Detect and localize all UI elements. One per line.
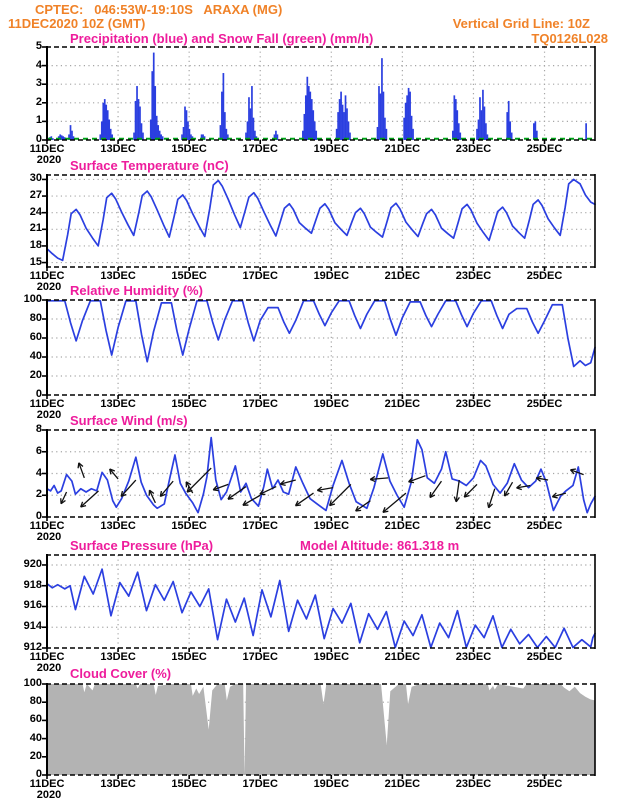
y-tick-label: 918 bbox=[23, 578, 42, 591]
y-tick-label: 40 bbox=[29, 350, 42, 362]
y-tick-label: 2 bbox=[35, 488, 42, 501]
x-year-label: 2020 bbox=[36, 531, 62, 543]
temperature-title: Surface Temperature (nC) bbox=[70, 158, 229, 173]
y-tick-label: 1 bbox=[35, 114, 42, 127]
x-tick-label: 23DEC bbox=[455, 651, 492, 663]
y-tick-label: 4 bbox=[35, 466, 42, 479]
x-tick-label: 23DEC bbox=[455, 270, 492, 282]
x-tick-label: 13DEC bbox=[100, 520, 136, 532]
y-tick-label: 80 bbox=[29, 312, 42, 324]
x-tick-label: 19DEC bbox=[313, 270, 350, 282]
y-tick-label: 0 bbox=[35, 133, 42, 145]
cloud-title: Cloud Cover (%) bbox=[70, 666, 172, 681]
x-tick-label: 13DEC bbox=[100, 778, 136, 790]
x-tick-label: 21DEC bbox=[384, 143, 421, 155]
x-tick-label: 19DEC bbox=[313, 398, 350, 410]
y-tick-label: 916 bbox=[23, 599, 42, 612]
x-tick-label: 21DEC bbox=[384, 778, 421, 790]
x-tick-label: 15DEC bbox=[171, 651, 207, 663]
x-tick-label: 23DEC bbox=[455, 143, 492, 155]
y-tick-label: 60 bbox=[29, 713, 42, 726]
x-tick-label: 13DEC bbox=[100, 270, 136, 282]
y-tick-label: 3 bbox=[35, 77, 42, 90]
y-tick-label: 912 bbox=[23, 641, 42, 653]
y-tick-label: 4 bbox=[35, 58, 42, 71]
y-tick-label: 21 bbox=[29, 222, 42, 235]
y-tick-label: 20 bbox=[29, 369, 42, 381]
x-tick-label: 25DEC bbox=[526, 143, 563, 155]
x-tick-label: 25DEC bbox=[526, 398, 563, 410]
y-tick-label: 30 bbox=[29, 172, 42, 185]
x-tick-label: 13DEC bbox=[100, 143, 136, 155]
x-tick-label: 25DEC bbox=[526, 520, 563, 532]
model-altitude-label: Model Altitude: 861.318 m bbox=[300, 538, 460, 553]
x-tick-label: 13DEC bbox=[100, 651, 136, 663]
x-tick-label: 11DEC bbox=[29, 651, 65, 663]
x-tick-label: 17DEC bbox=[242, 270, 278, 282]
run-datetime: 11DEC2020 10Z (GMT) bbox=[8, 16, 146, 31]
x-tick-label: 11DEC bbox=[29, 270, 65, 282]
x-tick-label: 19DEC bbox=[313, 778, 350, 790]
run-id: TQ0126L028 bbox=[531, 31, 608, 46]
y-tick-label: 24 bbox=[29, 205, 42, 218]
x-tick-label: 17DEC bbox=[242, 398, 278, 410]
x-tick-label: 11DEC bbox=[29, 778, 65, 790]
y-tick-label: 80 bbox=[29, 695, 42, 708]
x-year-label: 2020 bbox=[36, 154, 62, 166]
x-tick-label: 21DEC bbox=[384, 520, 421, 532]
y-tick-label: 0 bbox=[35, 768, 42, 780]
pressure-title: Surface Pressure (hPa) bbox=[70, 538, 214, 553]
x-tick-label: 15DEC bbox=[171, 143, 207, 155]
x-tick-label: 15DEC bbox=[171, 778, 207, 790]
y-tick-label: 2 bbox=[35, 95, 42, 108]
x-year-label: 2020 bbox=[36, 281, 62, 293]
y-tick-label: 60 bbox=[29, 331, 42, 343]
x-tick-label: 19DEC bbox=[313, 520, 350, 532]
x-tick-label: 15DEC bbox=[171, 270, 207, 282]
x-tick-label: 23DEC bbox=[455, 778, 492, 790]
x-tick-label: 23DEC bbox=[455, 520, 492, 532]
x-year-label: 2020 bbox=[36, 662, 62, 674]
wind-title: Surface Wind (m/s) bbox=[70, 413, 188, 428]
x-tick-label: 15DEC bbox=[171, 398, 207, 410]
x-tick-label: 25DEC bbox=[526, 270, 563, 282]
x-tick-label: 17DEC bbox=[242, 143, 278, 155]
y-tick-label: 920 bbox=[23, 557, 42, 570]
y-tick-label: 914 bbox=[23, 620, 42, 633]
x-year-label: 2020 bbox=[36, 789, 62, 800]
x-year-label: 2020 bbox=[36, 409, 62, 421]
x-tick-label: 11DEC bbox=[29, 520, 65, 532]
y-tick-label: 100 bbox=[23, 293, 42, 305]
humidity-title: Relative Humidity (%) bbox=[70, 283, 203, 298]
y-tick-label: 0 bbox=[35, 510, 42, 522]
x-tick-label: 19DEC bbox=[313, 143, 350, 155]
y-tick-label: 40 bbox=[29, 731, 42, 744]
y-tick-label: 8 bbox=[35, 423, 42, 435]
x-tick-label: 21DEC bbox=[384, 651, 421, 663]
y-tick-label: 100 bbox=[23, 677, 42, 689]
x-tick-label: 21DEC bbox=[384, 398, 421, 410]
y-tick-label: 0 bbox=[35, 388, 42, 400]
x-tick-label: 25DEC bbox=[526, 651, 563, 663]
y-tick-label: 6 bbox=[35, 444, 42, 457]
y-tick-label: 20 bbox=[29, 749, 42, 762]
x-tick-label: 17DEC bbox=[242, 778, 278, 790]
y-tick-label: 18 bbox=[29, 238, 42, 251]
x-tick-label: 21DEC bbox=[384, 270, 421, 282]
grid-note: Vertical Grid Line: 10Z bbox=[452, 16, 590, 31]
x-tick-label: 15DEC bbox=[171, 520, 207, 532]
x-tick-label: 11DEC bbox=[29, 143, 65, 155]
x-tick-label: 11DEC bbox=[29, 398, 65, 410]
y-tick-label: 15 bbox=[29, 255, 42, 268]
x-tick-label: 13DEC bbox=[100, 398, 136, 410]
x-tick-label: 19DEC bbox=[313, 651, 350, 663]
y-tick-label: 5 bbox=[35, 40, 42, 52]
precip-title: Precipitation (blue) and Snow Fall (green) (mm/h) bbox=[70, 31, 374, 46]
x-tick-label: 23DEC bbox=[455, 398, 492, 410]
station-header: CPTEC: 046:53W-19:10S ARAXA (MG) bbox=[35, 2, 283, 17]
x-tick-label: 17DEC bbox=[242, 651, 278, 663]
x-tick-label: 17DEC bbox=[242, 520, 278, 532]
x-tick-label: 25DEC bbox=[526, 778, 563, 790]
y-tick-label: 27 bbox=[29, 189, 42, 202]
